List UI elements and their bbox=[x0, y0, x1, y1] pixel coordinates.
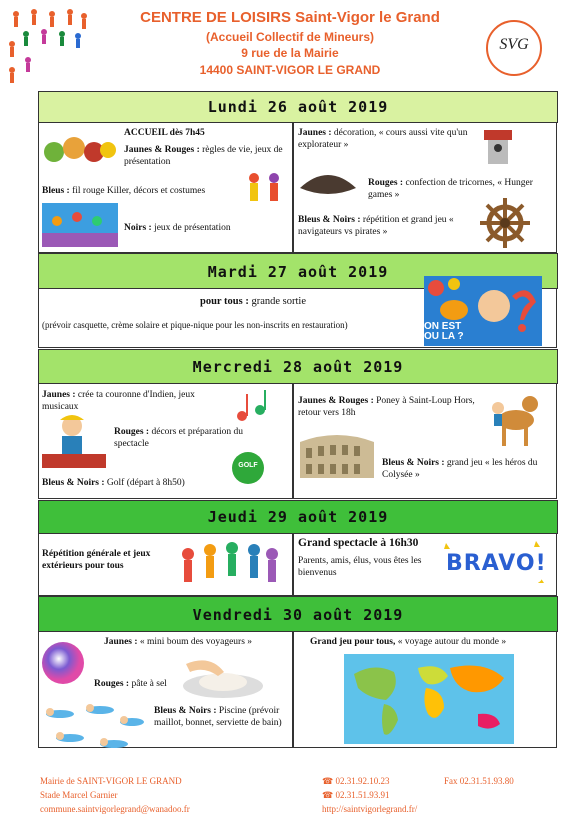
label-bleus: Bleus : bbox=[42, 186, 70, 196]
footer-url[interactable]: http://saintvigorlegrand.fr/ bbox=[322, 804, 418, 814]
day-band-jeudi: Jeudi 29 août 2019 bbox=[38, 500, 558, 534]
masks-icon bbox=[42, 128, 117, 170]
text-rouges: confection de tricornes, « Hunger games » bbox=[368, 178, 533, 200]
label-ven-jaunes: Jaunes : bbox=[104, 637, 138, 647]
music-notes-icon bbox=[232, 388, 272, 424]
day-band-vendredi: Vendredi 30 août 2019 bbox=[38, 596, 558, 632]
label-jaunes-rouges: Jaunes & Rouges : bbox=[124, 145, 200, 155]
label-noirs: Noirs : bbox=[124, 223, 152, 233]
vendredi-grand-jeu bbox=[310, 637, 550, 649]
phone-icon: ☎ bbox=[322, 790, 336, 800]
label-mer-bn: Bleus & Noirs : bbox=[42, 478, 105, 488]
lundi-noirs bbox=[124, 223, 231, 235]
text-mer-jaunes: crée ta couronne d'Indien, jeux musicaux bbox=[42, 390, 195, 412]
day-band-lundi: Lundi 26 août 2019 bbox=[38, 91, 558, 123]
text-pour-tous: grande sortie bbox=[248, 296, 306, 307]
day-band-mardi: Mardi 27 août 2019 bbox=[38, 253, 558, 289]
bravo-sign bbox=[440, 537, 548, 591]
day-band-mercredi: Mercredi 28 août 2019 bbox=[38, 349, 558, 384]
text-jaunes-rouges: règles de vie, jeux de présentation bbox=[124, 145, 283, 167]
lundi-accueil: ACCUEIL dès 7h45 bbox=[124, 128, 205, 138]
footer-fax: Fax 02.31.51.93.80 bbox=[444, 776, 514, 786]
text-mer-rouges: décors et préparation du spectacle bbox=[114, 427, 244, 449]
label-mer-bn2: Bleus & Noirs : bbox=[382, 458, 445, 468]
label-ven-grand: Grand jeu pour tous, bbox=[310, 637, 396, 647]
center-city: 14400 SAINT-VIGOR LE GRAND bbox=[199, 63, 381, 77]
mardi-note: (prévoir casquette, crème solaire et pique-nique pour les non-inscrits en restauration) bbox=[42, 320, 348, 330]
jeudi-invites: Parents, amis, élus, vous êtes les bienvenus bbox=[298, 556, 422, 578]
golf-ball-icon bbox=[232, 452, 264, 484]
ship-wheel-icon bbox=[478, 196, 532, 250]
golf-text: GOLF bbox=[238, 462, 258, 469]
center-subtitle: (Accueil Collectif de Mineurs) bbox=[205, 30, 375, 44]
pony-icon bbox=[486, 390, 542, 452]
label-mer-jaunes: Jaunes : bbox=[42, 390, 76, 400]
footer-email[interactable]: commune.saintvigorlegrand@wanadoo.fr bbox=[40, 804, 190, 814]
jeudi-grand-spectacle: Grand spectacle à 16h30 bbox=[298, 537, 419, 549]
where-are-we-text: ON EST OU LA ? bbox=[424, 321, 464, 342]
mercredi-bleus-noirs-colysee bbox=[382, 458, 554, 481]
text-ven-jaunes: « mini boum des voyageurs » bbox=[137, 637, 253, 647]
text-bleus-noirs: répétition et grand jeu « navigateurs vs pirates » bbox=[298, 215, 454, 237]
lundi-bleus bbox=[42, 186, 242, 198]
jeudi-repetition: Répétition générale et jeux extérieurs pour tous bbox=[42, 549, 151, 571]
text-jaunes: décoration, « cours aussi vite qu'un explorateur » bbox=[298, 128, 468, 150]
lundi-jaunes bbox=[298, 128, 473, 151]
lundi-bleus-noirs bbox=[298, 215, 470, 238]
text-mer-jr: Poney à Saint-Loup Hors, retour vers 18h bbox=[298, 396, 475, 418]
label-jaunes: Jaunes : bbox=[298, 128, 332, 138]
center-title: CENTRE DE LOISIRS Saint-Vigor le Grand bbox=[140, 9, 440, 26]
phone-icon: ☎ bbox=[322, 776, 336, 786]
party-crowd-icon bbox=[42, 203, 118, 247]
label-rouges: Rouges : bbox=[368, 178, 404, 188]
mercredi-jaunes-rouges bbox=[298, 396, 478, 419]
salt-dough-hands-icon bbox=[180, 654, 266, 700]
mardi-pour-tous bbox=[200, 296, 306, 308]
mercredi-rouges bbox=[114, 427, 274, 450]
vendredi-jaunes bbox=[104, 637, 290, 649]
label-pour-tous: pour tous : bbox=[200, 296, 249, 307]
dancing-figures-decoration bbox=[4, 4, 92, 84]
footer-tel2 bbox=[322, 790, 389, 801]
tricorn-hat-icon bbox=[298, 162, 358, 202]
vendredi-rouges bbox=[94, 679, 167, 691]
where-are-we-image bbox=[424, 276, 542, 346]
builder-kid-icon bbox=[42, 410, 106, 470]
svg-logo bbox=[486, 20, 542, 76]
swimmers-icon bbox=[40, 700, 148, 756]
label-ven-rouges: Rouges : bbox=[94, 679, 130, 689]
logo-text: SVG bbox=[499, 36, 529, 53]
colosseum-icon bbox=[298, 428, 376, 480]
dancers-icon bbox=[240, 170, 288, 214]
teamwork-figures-icon bbox=[176, 536, 282, 592]
tel1-value: 02.31.92.10.23 bbox=[335, 776, 390, 786]
bravo-text: BRAVO! bbox=[446, 551, 547, 576]
explorer-robot-icon bbox=[478, 128, 518, 174]
text-mer-bn: Golf (départ à 8h50) bbox=[104, 478, 185, 488]
text-ven-grand: « voyage autour du monde » bbox=[395, 637, 507, 647]
vendredi-bleus-noirs bbox=[154, 706, 292, 729]
footer-tel1 bbox=[322, 776, 389, 787]
text-mer-bn2: grand jeu « les héros du Colysée » bbox=[382, 458, 538, 480]
footer-mairie: Mairie de SAINT-VIGOR LE GRAND bbox=[40, 776, 182, 786]
mercredi-bleus-noirs-golf bbox=[42, 478, 185, 490]
label-mer-rouges: Rouges : bbox=[114, 427, 150, 437]
label-mer-jr: Jaunes & Rouges : bbox=[298, 396, 374, 406]
disco-ball-icon bbox=[40, 640, 86, 686]
text-ven-bn: Piscine (prévoir maillot, bonnet, serviette de bain) bbox=[154, 706, 282, 728]
label-bleus-noirs: Bleus & Noirs : bbox=[298, 215, 361, 225]
text-noirs: jeux de présentation bbox=[151, 223, 231, 233]
footer-stade: Stade Marcel Garnier bbox=[40, 790, 118, 800]
text-ven-rouges: pâte à sel bbox=[129, 679, 167, 689]
world-map-image bbox=[344, 654, 514, 744]
label-ven-bn: Bleus & Noirs : bbox=[154, 706, 217, 716]
text-bleus: fil rouge Killer, décors et costumes bbox=[69, 186, 206, 196]
tel2-value: 02.31.51.93.91 bbox=[335, 790, 390, 800]
lundi-jaunes-rouges bbox=[124, 145, 292, 168]
center-address: 9 rue de la Mairie bbox=[241, 46, 339, 60]
